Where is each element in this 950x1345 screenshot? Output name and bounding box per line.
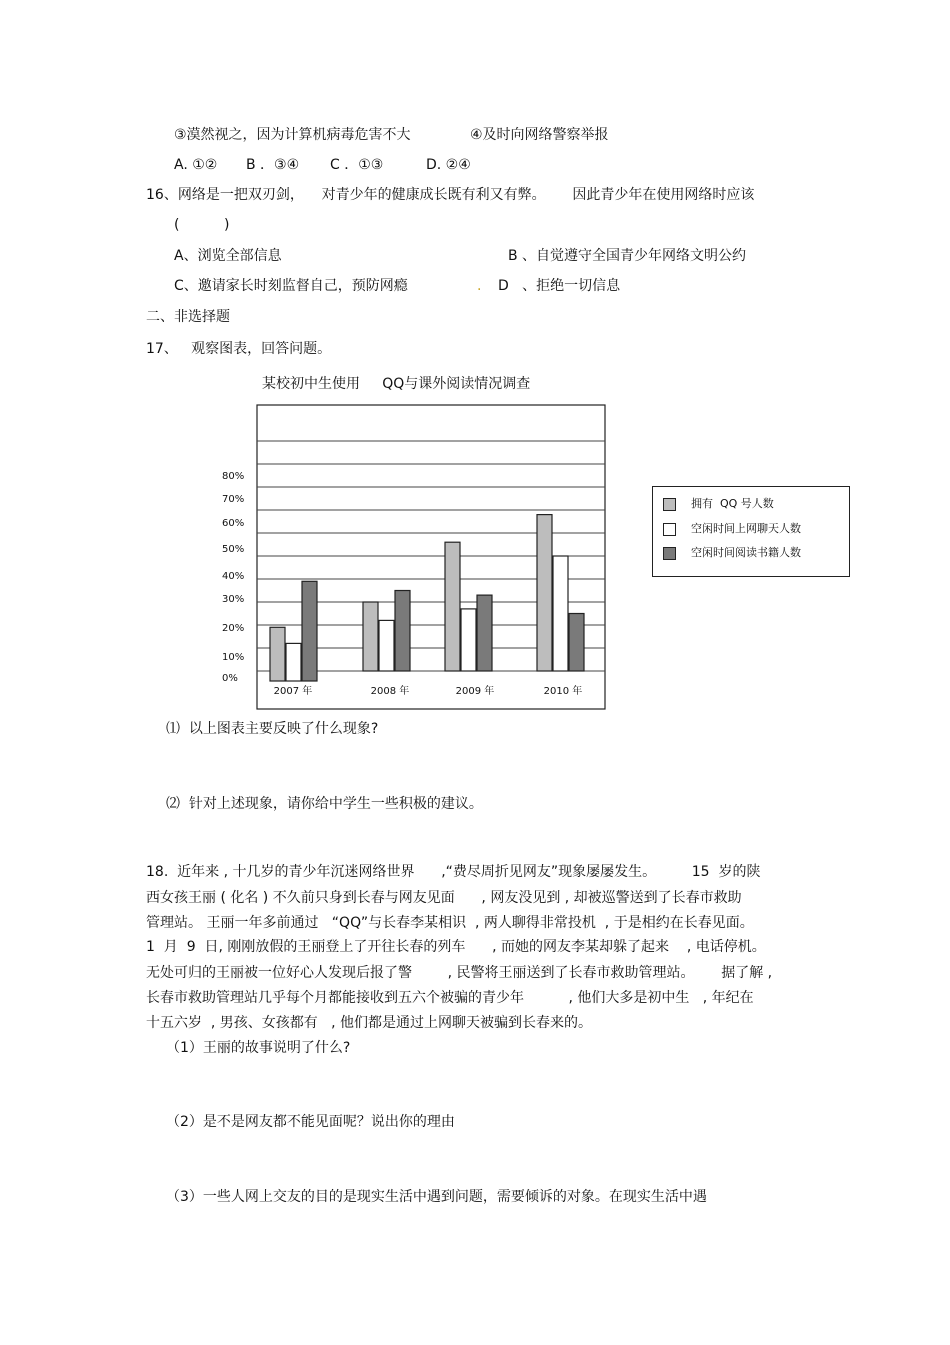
bar [379,620,394,671]
legend-label-qq: 拥有 QQ 号人数 [691,497,774,510]
legend-swatch-read [663,547,676,560]
bar [537,515,552,671]
y-tick-label: 70% [222,494,245,505]
q18-sub1: （1）王丽的故事说明了什么? [166,1040,351,1056]
q16-option-d: D 、拒绝一切信息 [498,278,621,294]
y-tick-label: 20% [222,623,245,634]
bar [270,627,285,681]
bar [302,581,317,681]
q15-choice-d: D. ②④ [426,157,471,173]
q18-sub3: （3）一些人网上交友的目的是现实生活中遇到问题，需要倾诉的对象。在现实生活中遇 [166,1189,707,1205]
y-tick-label: 60% [222,518,245,529]
x-tick-label: 2010 年 [543,686,583,697]
q17-sub2: ⑵ 针对上述现象，请你给中学生一些积极的建议。 [166,796,483,812]
x-tick-label: 2009 年 [455,686,495,697]
legend-label-chat: 空闲时间上网聊天人数 [691,522,801,535]
y-tick-label: 80% [222,471,245,482]
q18-line-2: 西女孩王丽 ( 化名 ) 不久前只身到长春与网友见面 , 网友没见到 , 却被巡警送到了长春市救助 [146,890,742,906]
q18-line-4: 1 月 9 日, 刚刚放假的王丽登上了开往长春的列车 , 而她的网友李某却躲了起来 , 电话停机。 [146,939,766,955]
q15-option-3: ③漠然视之，因为计算机病毒危害不大 [174,127,411,143]
q18-line-6: 长春市救助管理站几乎每个月都能接收到五六个被骗的青少年 , 他们大多是初中生 , 年纪在 [146,990,754,1006]
q16-paren: ( ) [174,217,230,233]
q18-line-7: 十五六岁 , 男孩、女孩都有 , 他们都是通过上网聊天被骗到长春来的。 [146,1015,593,1031]
q18-line-3: 管理站。 王丽一年多前通过 “QQ”与长春李某相识 , 两人聊得非常投机 , 于是相约在长春见面。 [146,915,754,931]
bar [477,595,492,671]
bar [395,591,410,672]
bar [286,643,301,681]
section-title: 二、非选择题 [146,309,230,325]
chart-legend [652,486,850,577]
q17-sub1: ⑴ 以上图表主要反映了什么现象? [166,721,379,737]
chart-title: 某校初中生使用 QQ与课外阅读情况调查 [262,376,531,392]
bar [553,556,568,671]
legend-swatch-chat [663,523,676,536]
q15-choice-a: A. ①② [174,157,218,173]
q15-option-4: ④及时向网络警察举报 [470,127,609,143]
bar [461,609,476,671]
q16-option-c: C、邀请家长时刻监督自己，预防网瘾 [174,278,408,294]
q15-choice-b: B ．③④ [246,157,300,173]
y-tick-label: 0% [222,673,238,684]
q16-option-a: A、浏览全部信息 [174,248,282,264]
q18-sub2: （2）是不是网友都不能见面呢？说出你的理由 [166,1114,455,1130]
q18-line-1: 18. 近年来 , 十几岁的青少年沉迷网络世界 ,“费尽周折见网友”现象屡屡发生。 15 岁的陕 [146,864,761,880]
q18-line-5: 无处可归的王丽被一位好心人发现后报了警 , 民警将王丽送到了长春市救助管理站。 据了解 , [146,965,773,981]
q16-dot: . [477,278,482,294]
q17-stem: 17、 观察图表，回答问题。 [146,341,332,357]
bar [569,614,584,672]
y-tick-label: 10% [222,652,245,663]
q16-option-b: B 、自觉遵守全国青少年网络文明公约 [508,248,747,264]
bar [363,602,378,671]
q16-stem: 16、网络是一把双刃剑， 对青少年的健康成长既有利又有弊。 因此青少年在使用网络时应该 [146,187,755,203]
x-tick-label: 2007 年 [273,686,313,697]
legend-label-read: 空闲时间阅读书籍人数 [691,546,801,559]
y-tick-label: 50% [222,544,245,555]
y-tick-label: 30% [222,594,245,605]
y-tick-label: 40% [222,571,245,582]
x-tick-label: 2008 年 [370,686,410,697]
q15-choice-c: C ．①③ [330,157,384,173]
legend-swatch-qq [663,498,676,511]
bar [445,542,460,671]
